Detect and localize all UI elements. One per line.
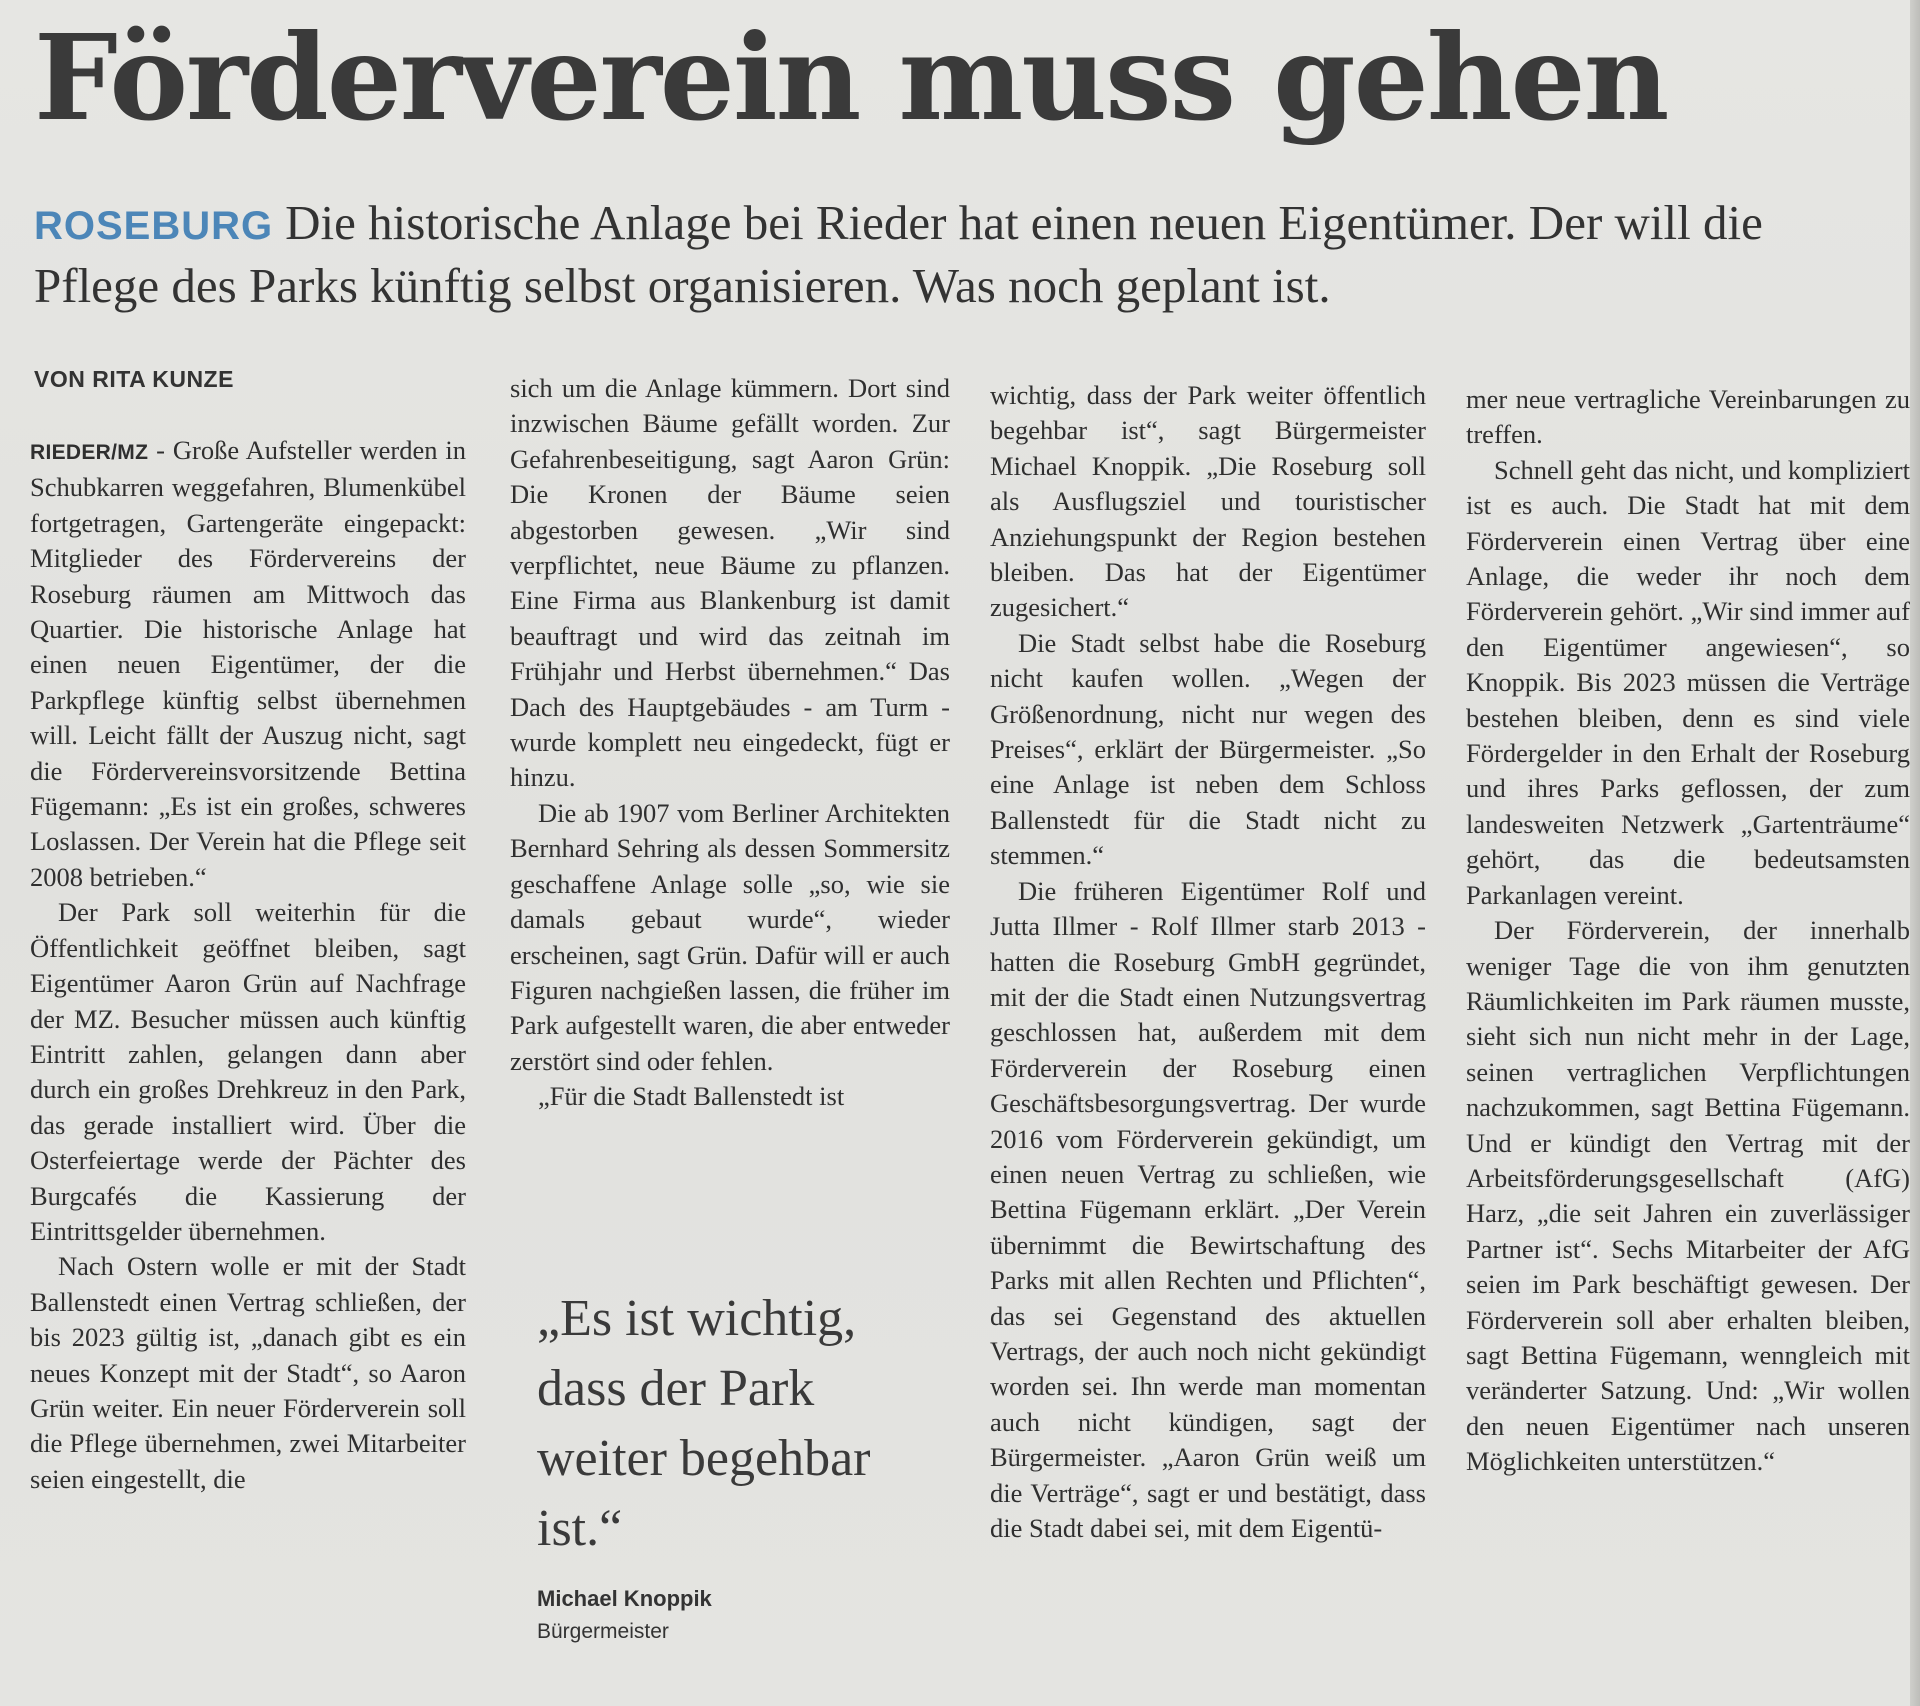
body-paragraph: Schnell geht das nicht, und kompliziert ist es auch. Die Stadt hat mit dem Förderverein einen Vertrag über eine Anlage, die weder ihr noch dem Förderverein gehört. „Wir sind immer auf den Eigentümer angewiesen“, so Knoppik. Bis 2023 müssen die Verträge bestehen bleiben, denn es sind viele Fördergelder in den Erhalt der Roseburg und ihres Parks geflossen, der zum landesweiten Netzwerk „Gartenträume“ gehört, das die bedeutsamsten Parkanlagen vereint. [1466,454,1910,910]
article-column-3 [990,378,1426,1546]
body-paragraph: „Für die Stadt Ballenstedt ist [538,1081,845,1112]
article-column-4 [1466,382,1910,1480]
body-paragraph: Die früheren Eigentümer Rolf und Jutta Illmer - Rolf Illmer starb 2013 - hatten die Roseburg GmbH gegründet, mit der die Stadt einen Nutzungsvertrag geschlossen hat, außerdem mit dem Förderverein der Roseburg einen Geschäftsbesorgungsvertrag. Der wurde 2016 vom Förderverein gekündigt, um einen neuen Vertrag zu schließen, wie Bettina Fügemann erklärt. „Der Verein übernimmt die Bewirtschaftung des Parks mit allen Rechten und Pflichten“, das sei Gegenstand des aktuellen Vertrags, der auch noch nicht gekündigt worden sei. Ihn werde man momentan auch nicht kündigen, sagt der Bürgermeister. „Aaron Grün weiß um die Verträge“, sagt er und bestätigt, dass die Stadt dabei sei, mit dem Eigentü- [990,875,1426,1543]
body-paragraph: Der Park soll weiterhin für die Öffentlichkeit geöffnet bleiben, sagt Eigentümer Aaron Grün auf Nachfrage der MZ. Besucher müssen auch künftig Eintritt zahlen, gelangen dann aber durch ein großes Drehkreuz in den Park, das gerade installiert wird. Über die Osterfeiertage werde der Pächter des Burgcafés die Kassierung der Eintrittsgelder übernehmen. [30,897,466,1246]
body-paragraph: wichtig, dass der Park weiter öffentlich begehbar ist“, sagt Bürgermeister Michael Knoppik. „Die Roseburg soll als Ausflugsziel und touristischer Anziehungspunkt der Region bestehen bleiben. Das hat der Eigentümer zugesichert.“ [990,380,1426,623]
body-paragraph: RIEDER/MZ - Große Aufsteller werden in Schubkarren weggefahren, Blumenkübel fortgetragen, Gartengeräte eingepackt: Mitglieder des Fördervereins der Roseburg räumen am Mittwoch das Quartier. Die historische Anlage hat einen neuen Eigentümer, der die Parkpflege künftig selbst übernehmen will. Leicht fällt der Auszug nicht, sagt die Fördervereinsvorsitzende Bettina Fügemann: „Es ist ein großes, schweres Loslassen. Der Verein hat die Pflege seit 2008 betrieben.“ [30,435,466,892]
body-paragraph: Der Förderverein, der innerhalb weniger Tage die von ihm genutzten Räumlichkeiten im Park räumen musste, sieht sich nun nicht mehr in der Lage, seinen vertraglichen Verpflichtungen nachzukommen, sagt Bettina Fügemann. Und er kündigt den Vertrag mit der Arbeitsförderungsgesellschaft (AfG) Harz, „die seit Jahren ein zuverlässiger Partner ist“. Sechs Mitarbeiter der AfG seien im Park beschäftigt gewesen. Der Förderverein soll aber erhalten bleiben, sagt Bettina Fügemann, wenngleich mit veränderter Satzung. Und: „Wir wollen den neuen Eigentümer nach unseren Möglichkeiten unterstützen.“ [1466,915,1910,1477]
article-column-2 [510,371,950,1115]
subheadline [34,193,1894,316]
body-paragraph: Die ab 1907 vom Berliner Architekten Bernhard Sehring als dessen Sommersitz geschaffene Anlage solle „so, wie sie damals gebaut wurde“, wieder erscheinen, sagt Grün. Dafür will er auch Figuren nachgießen lassen, die früher im Park aufgestellt waren, die aber entweder zerstört sind oder fehlen. [510,797,950,1076]
pull-quote-role: Bürgermeister [537,1620,669,1643]
kicker-location: ROSEBURG [34,204,274,248]
paper-edge [1910,0,1920,1706]
byline: VON RITA KUNZE [34,366,234,392]
body-paragraph: sich um die Anlage kümmern. Dort sind inzwischen Bäume gefällt worden. Zur Gefahrenbeseitigung, sagt Aaron Grün: Die Kronen der Bäume seien abgestorben gewesen. „Wir sind verpflichtet, neue Bäume zu pflanzen. Eine Firma aus Blankenburg ist damit beauftragt und wird das zeitnah im Frühjahr und Herbst übernehmen.“ Das Dach des Hauptgebäudes - am Turm - wurde komplett neu eingedeckt, fügt er hinzu. [510,373,950,793]
body-paragraph: Nach Ostern wolle er mit der Stadt Ballenstedt einen Vertrag schließen, der bis 2023 gültig ist, „danach gibt es ein neues Konzept mit der Stadt“, so Aaron Grün weiter. Ein neuer Förderverein soll die Pflege übernehmen, zwei Mitarbeiter seien eingestellt, die [30,1251,466,1494]
pull-quote-text: „Es ist wichtig, dass der Park weiter begehbar ist.“ [537,1290,871,1557]
pull-quote-author: Michael Knoppik [537,1586,712,1611]
dateline: RIEDER/MZ [30,441,149,464]
pull-quote [537,1284,937,1644]
body-paragraph: mer neue vertragliche Vereinbarungen zu treffen. [1466,384,1910,450]
body-paragraph: Die Stadt selbst habe die Roseburg nicht kaufen wollen. „Wegen der Größenordnung, nicht nur wegen des Preises“, erklärt der Bürgermeister. „So eine Anlage ist neben dem Schloss Ballenstedt für die Stadt nicht zu stemmen.“ [990,627,1426,871]
dek-text: Die historische Anlage bei Rieder hat einen neuen Eigentümer. Der will die Pflege des Parks künftig selbst organisieren. Was noch geplant ist. [34,195,1763,313]
headline: Förderverein muss gehen [34,8,1668,147]
article-column-1 [30,433,466,1497]
